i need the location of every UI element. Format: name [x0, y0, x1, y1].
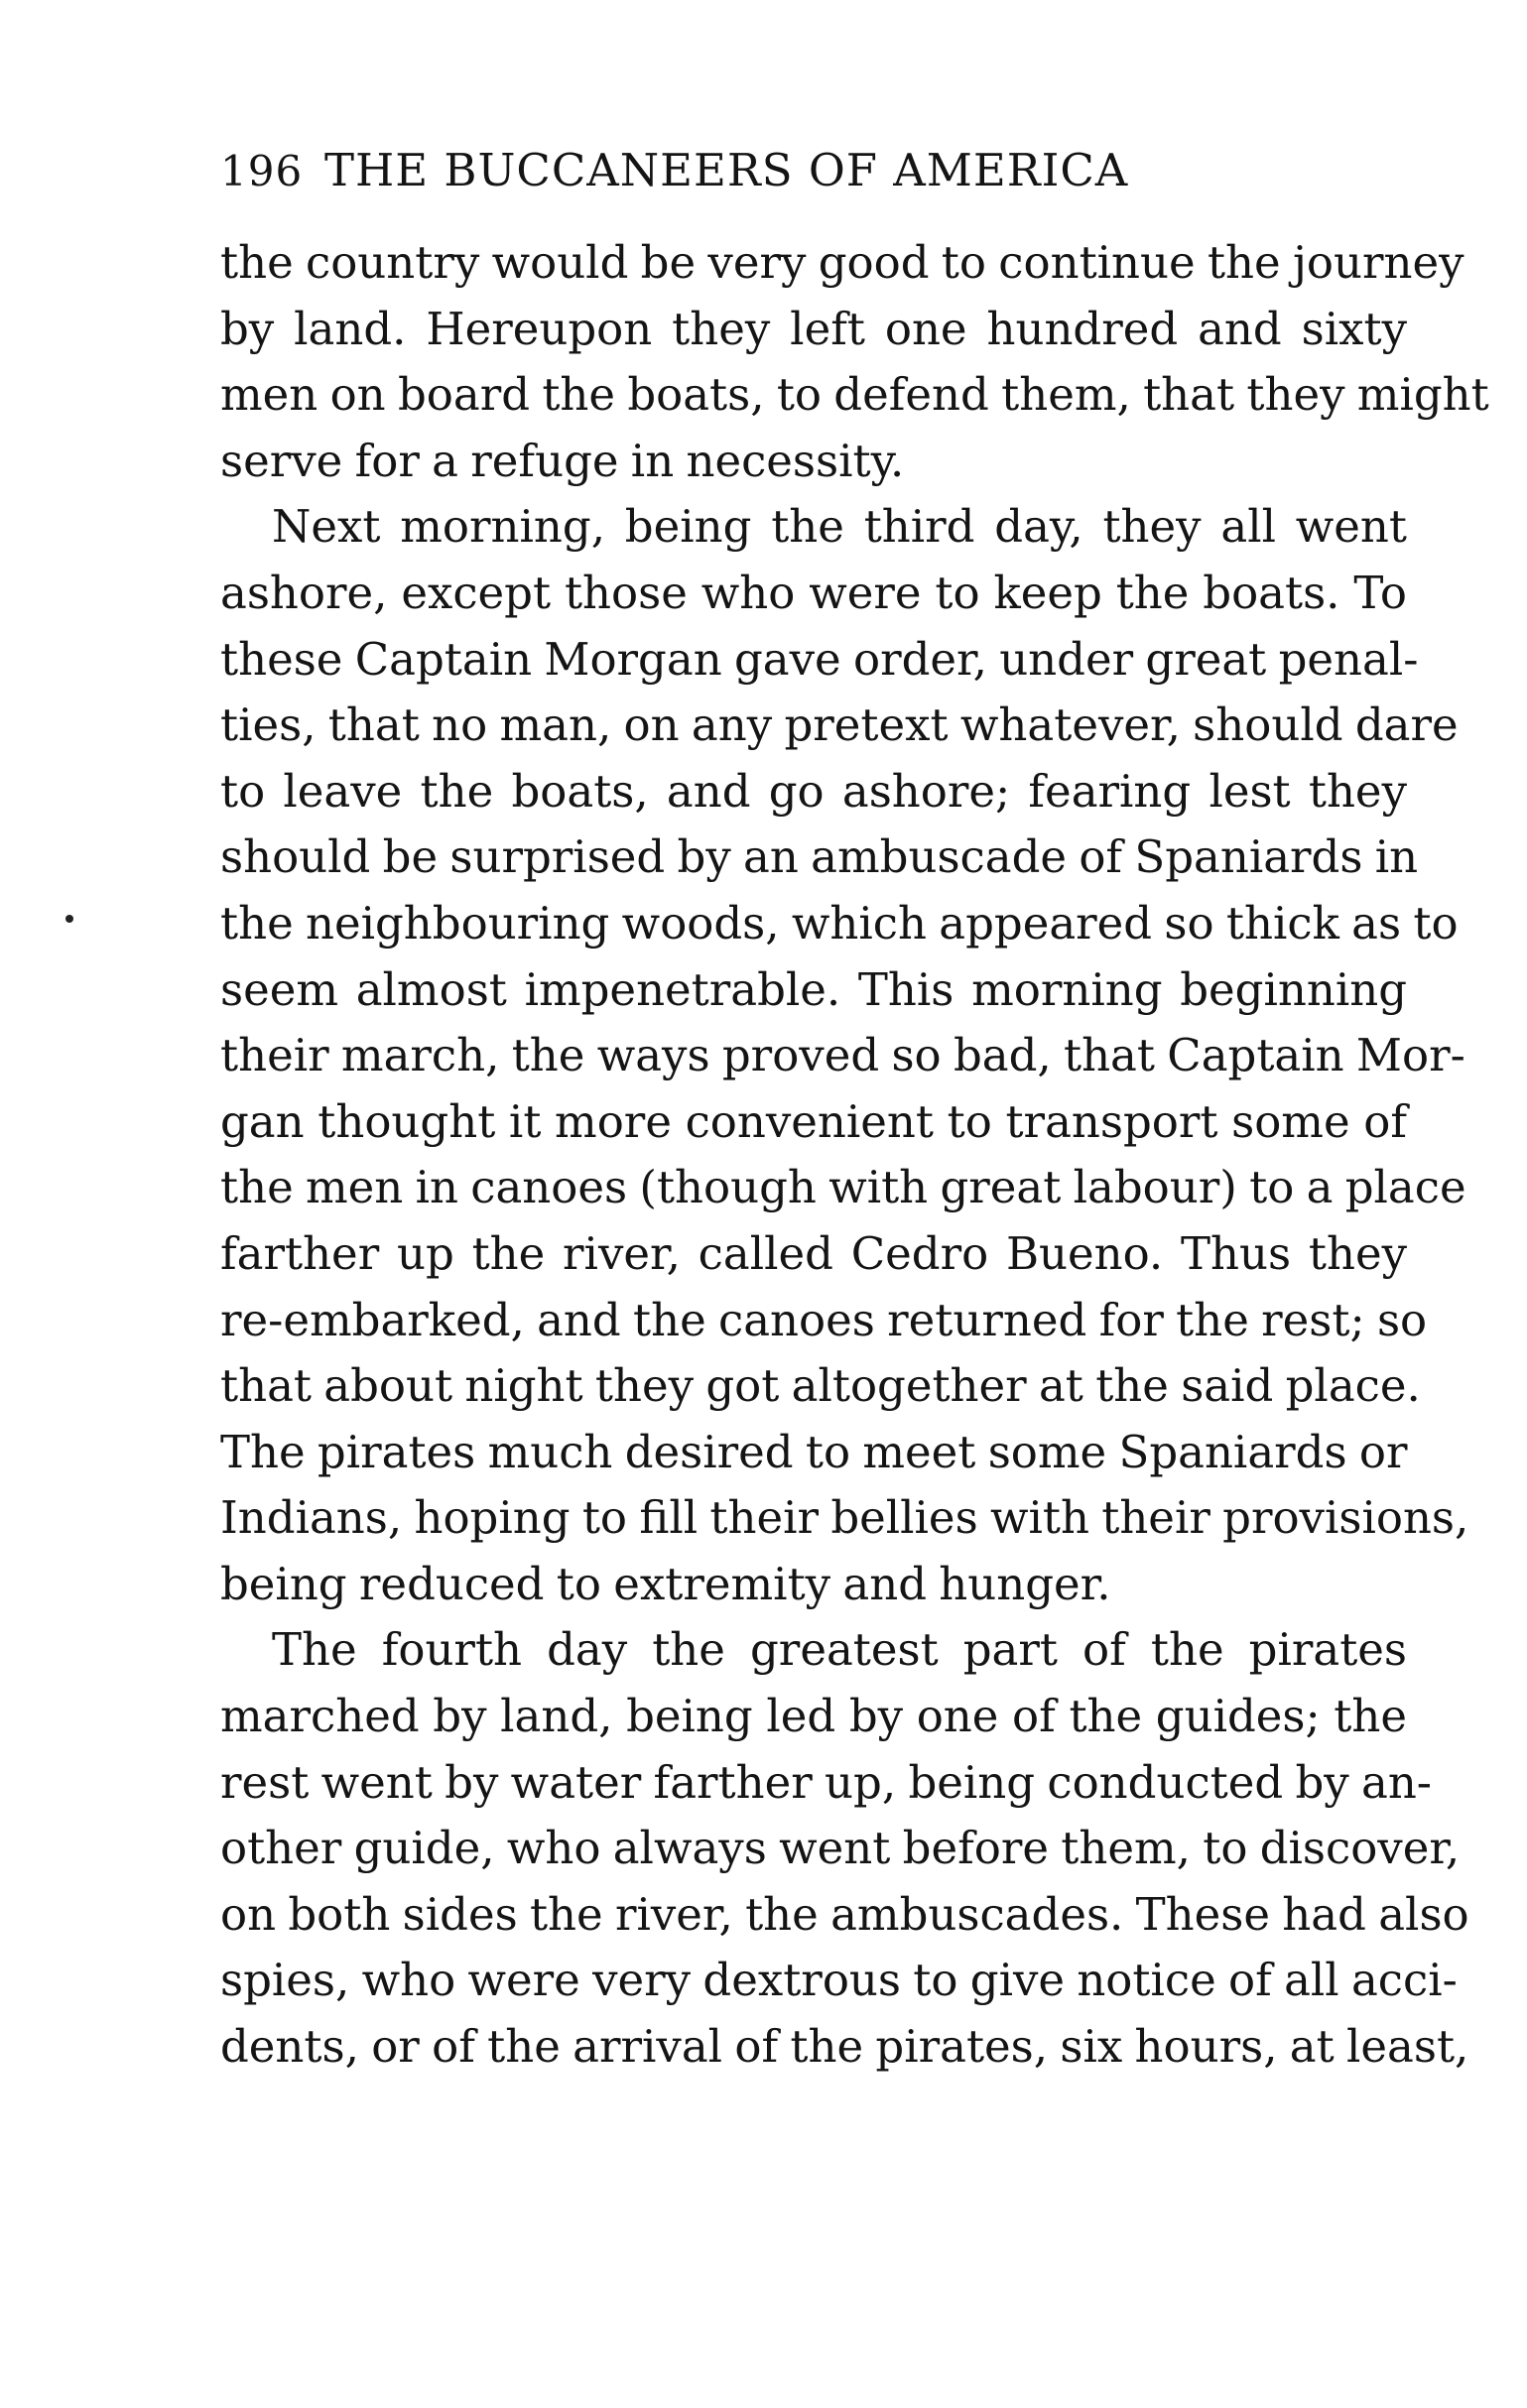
text-line: the neighbouring woods, which appeared so thick as to [220, 896, 1459, 950]
text-line: spies, who were very dextrous to give notice of all acci- [220, 1954, 1458, 2007]
text-line: being reduced to extremity and hunger. [220, 1557, 1111, 1610]
text-line: ties, that no man, on any pretext whatever, should dare [220, 698, 1459, 752]
body-text [220, 230, 1489, 2081]
text-line: men on board the boats, to defend them, that they might [220, 368, 1489, 422]
text-line: these Captain Morgan gave order, under great penal- [220, 632, 1419, 686]
page-number: 196 [220, 147, 304, 195]
text-line: serve for a refuge in necessity. [220, 434, 905, 487]
text-line: their march, the ways proved so bad, that Captain Mor- [220, 1029, 1465, 1082]
text-line: should be surprised by an ambuscade of Spaniards in [220, 830, 1419, 884]
text-line: rest went by water farther up, being conducted by an- [220, 1755, 1433, 1809]
text-line: dents, or of the arrival of the pirates, six hours, at least, [220, 2020, 1469, 2074]
text-line: other guide, who always went before them, to discover, [220, 1822, 1461, 1875]
running-title: THE BUCCANEERS OF AMERICA [324, 144, 1129, 196]
text-line: the men in canoes (though with great labour) to a place [220, 1161, 1466, 1214]
paragraph-first-line: Next morning, being the third day, they all went [272, 500, 1407, 554]
text-line: seem almost impenetrable. This morning beginning [220, 962, 1407, 1016]
text-line: marched by land, being led by one of the guides; the [220, 1690, 1407, 1743]
text-line: ashore, except those who were to keep the boats. To [220, 566, 1407, 619]
text-line: to leave the boats, and go ashore; fearing lest they [220, 764, 1407, 818]
text-line: The pirates much desired to meet some Spaniards or [220, 1425, 1408, 1478]
text-line: gan thought it more convenient to transport some of [220, 1094, 1407, 1148]
text-line: Indians, hoping to fill their bellies with their provisions, [220, 1491, 1469, 1545]
text-line: farther up the river, called Cedro Bueno. Thus they [220, 1226, 1407, 1280]
text-line: re-embarked, and the canoes returned for the rest; so [220, 1293, 1428, 1346]
text-line: by land. Hereupon they left one hundred and sixty [220, 302, 1407, 355]
paragraph-first-line: The fourth day the greatest part of the pirates [272, 1623, 1407, 1677]
text-line: on both sides the river, the ambuscades. These had also [220, 1887, 1469, 1941]
text-line: that about night they got altogether at the said place. [220, 1359, 1421, 1413]
running-head [220, 139, 1411, 202]
text-line: the country would be very good to continue the journey [220, 236, 1464, 289]
ink-speck [65, 915, 73, 923]
